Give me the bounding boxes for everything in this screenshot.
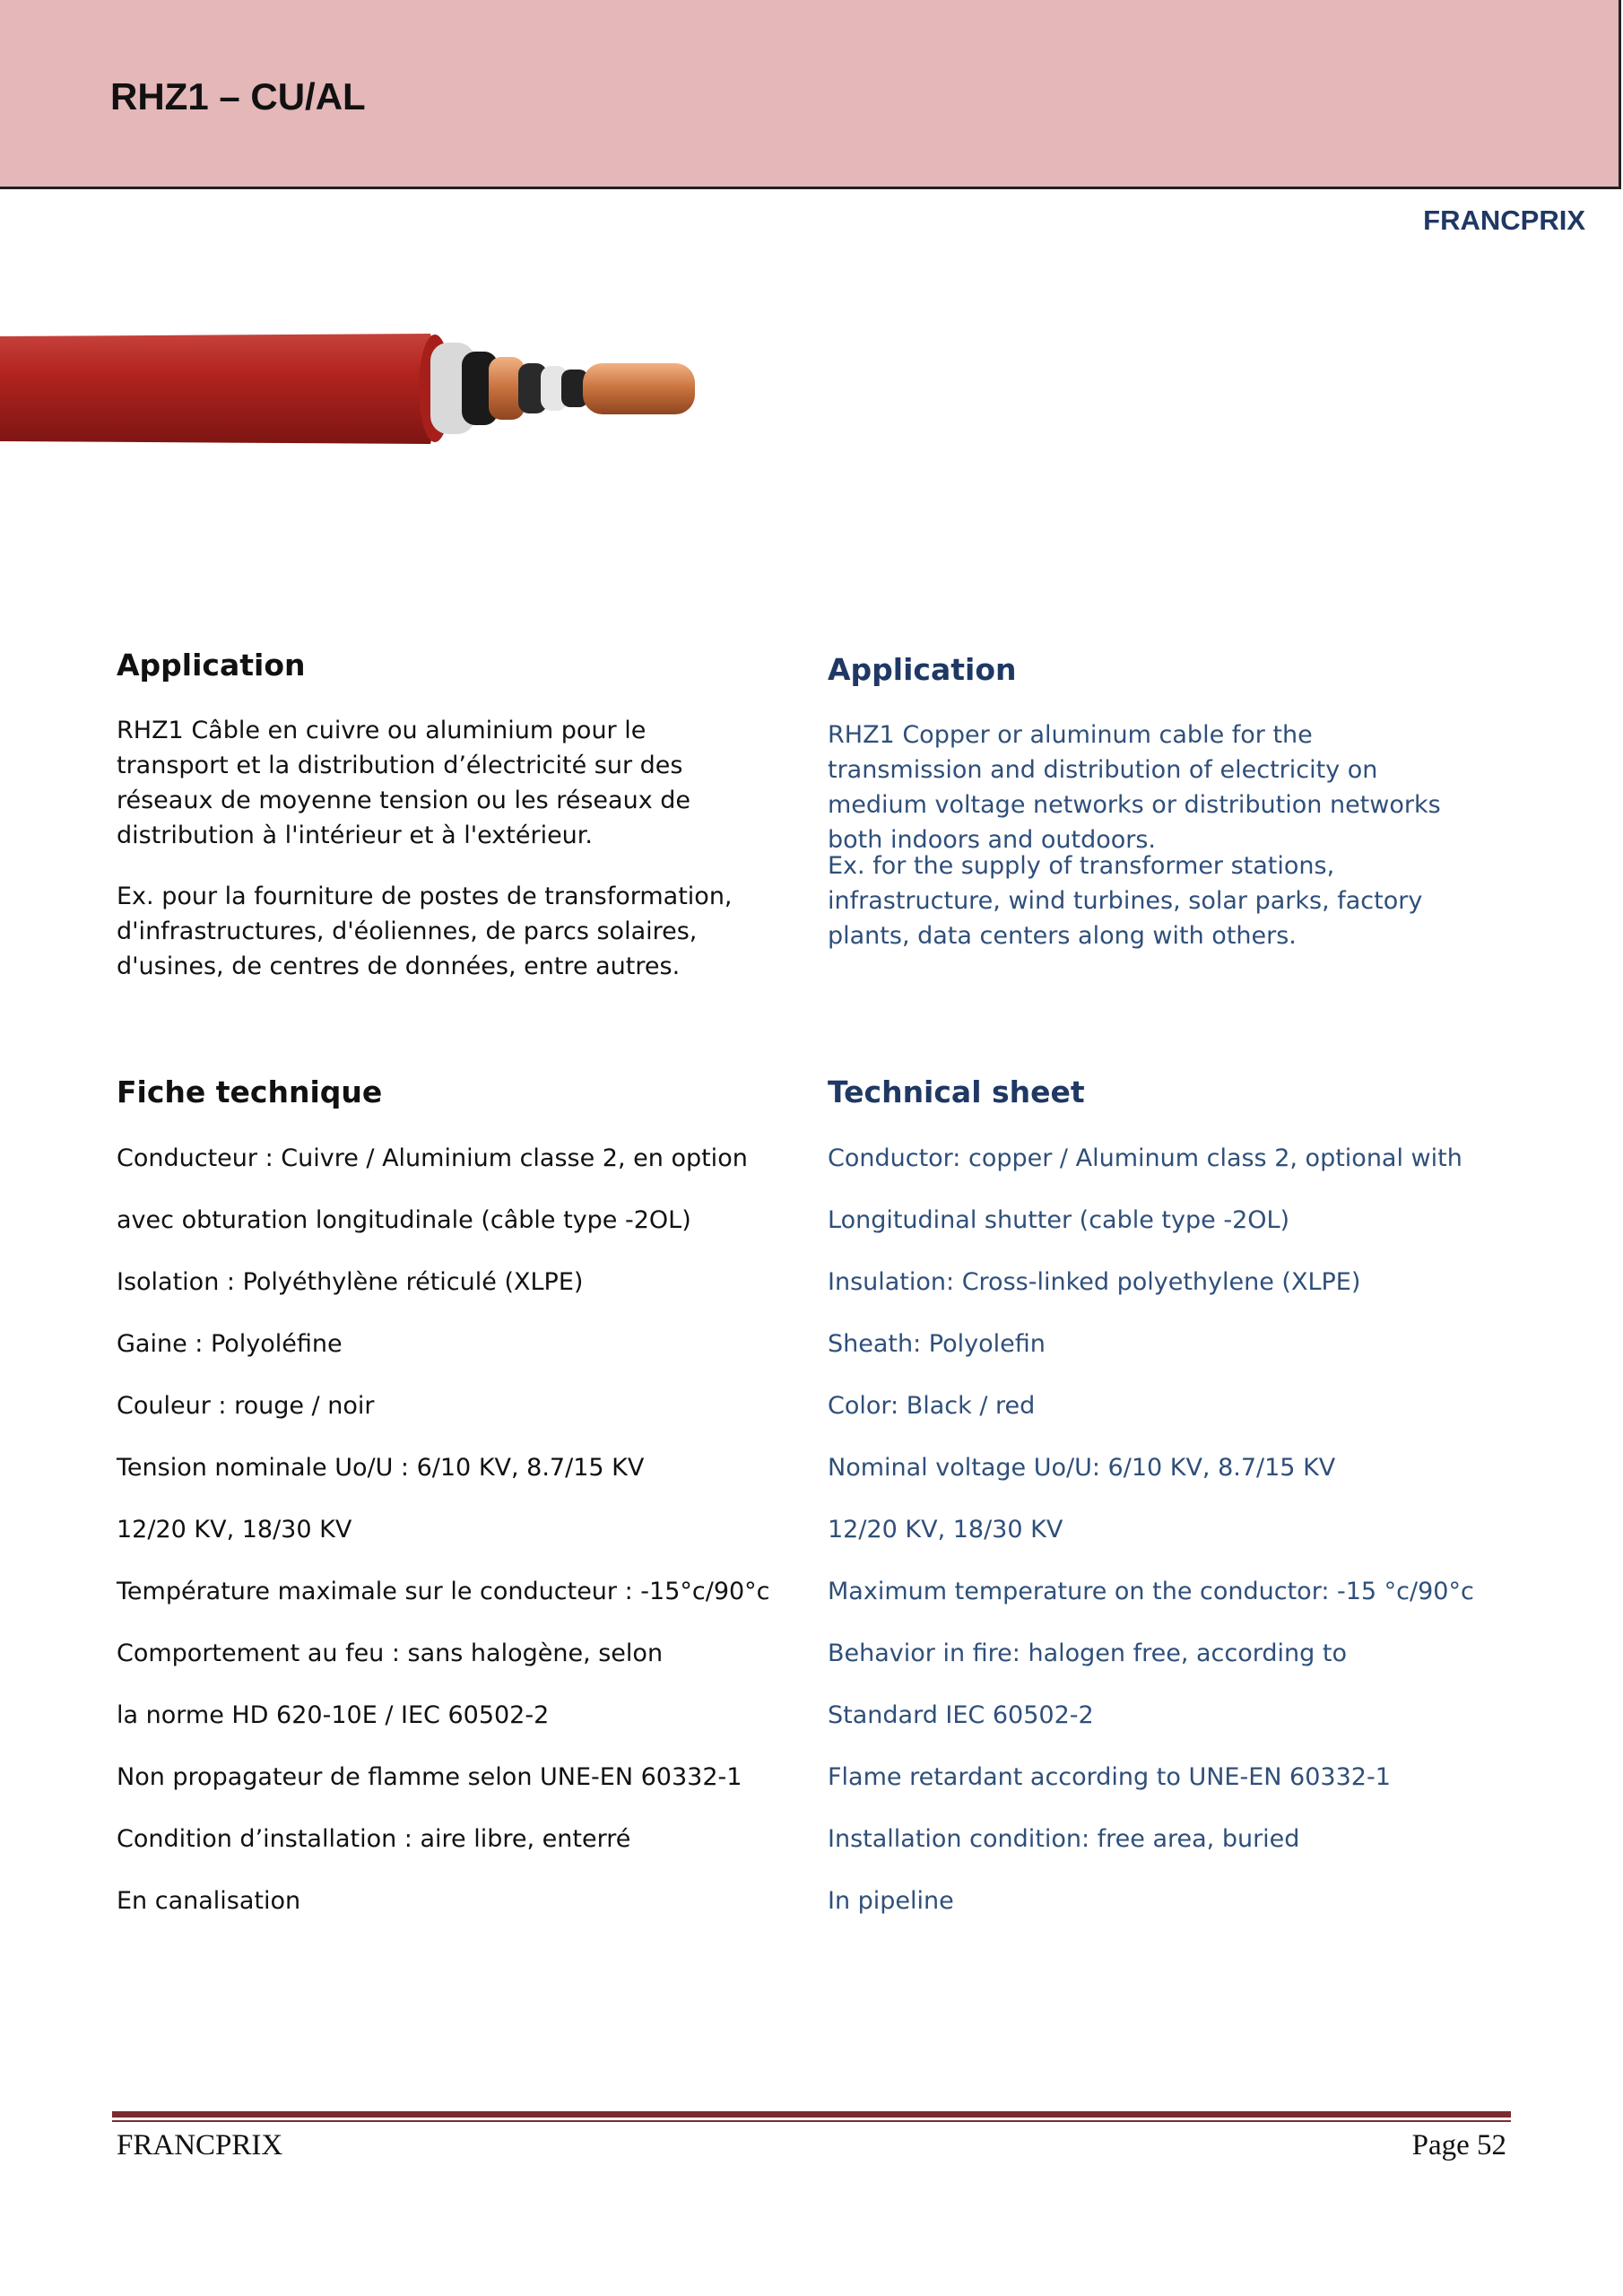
french-spec-item: Gaine : Polyoléfine [117,1330,343,1358]
english-spec-item: Sheath: Polyolefin [828,1330,1046,1358]
footer-brand: FRANCPRIX [117,2129,283,2161]
english-application-paragraph-2: Ex. for the supply of transformer stations, infrastructure, wind turbines, solar parks, factory plants, data centers along with others. [828,852,1423,950]
english-application-paragraph-1: RHZ1 Copper or aluminum cable for the transmission and distribution of electricity on medium voltage networks or distribution networks both indoors and outdoors. [828,721,1441,854]
english-spec-item: In pipeline [828,1887,954,1915]
english-spec-item: 12/20 KV, 18/30 KV [828,1516,1063,1544]
english-spec-item: Maximum temperature on the conductor: -15 °c/90°c [828,1578,1474,1605]
french-application-heading: Application [117,648,306,683]
english-application-heading: Application [828,652,1017,687]
french-spec-item: Isolation : Polyéthylène réticulé (XLPE) [117,1268,584,1296]
french-application-paragraph-2: Ex. pour la fourniture de postes de transformation, d'infrastructures, d'éoliennes, de parcs solaires, d'usines, de centres de données, entre autres. [117,883,733,980]
french-spec-item: la norme HD 620-10E / IEC 60502-2 [117,1701,550,1729]
page-number: Page 52 [1411,2129,1506,2161]
french-spec-item: Tension nominale Uo/U : 6/10 KV, 8.7/15 KV [117,1454,645,1482]
english-spec-item: Installation condition: free area, buried [828,1825,1300,1853]
english-spec-item: Flame retardant according to UNE-EN 60332-1 [828,1763,1391,1791]
english-spec-item: Conductor: copper / Aluminum class 2, optional with [828,1144,1462,1172]
french-spec-item: Comportement au feu : sans halogène, selon [117,1639,664,1667]
cable-cross-section-image [0,323,708,457]
french-spec-item: En canalisation [117,1887,301,1915]
page-title: RHZ1 – CU/AL [110,75,366,117]
english-spec-item: Behavior in fire: halogen free, according to [828,1639,1347,1667]
footer-rule [112,2111,1511,2118]
french-spec-item: 12/20 KV, 18/30 KV [117,1516,352,1544]
english-spec-item: Insulation: Cross-linked polyethylene (XLPE) [828,1268,1361,1296]
english-spec-item: Standard IEC 60502-2 [828,1701,1094,1729]
french-spec-item: Température maximale sur le conducteur : -15°c/90°c [117,1578,770,1605]
french-spec-item: Conducteur : Cuivre / Aluminium classe 2, en option [117,1144,748,1172]
page-header [0,0,1621,189]
french-spec-item: Couleur : rouge / noir [117,1392,375,1420]
english-spec-item: Nominal voltage Uo/U: 6/10 KV, 8.7/15 KV [828,1454,1336,1482]
french-spec-item: avec obturation longitudinale (câble type -2OL) [117,1206,691,1234]
brand-label: FRANCPRIX [1423,204,1585,236]
french-application-paragraph-1: RHZ1 Câble en cuivre ou aluminium pour le transport et la distribution d’électricité sur des réseaux de moyenne tension ou les réseaux de distribution à l'intérieur et à l'extérieur. [117,717,691,849]
english-spec-item: Longitudinal shutter (cable type -2OL) [828,1206,1290,1234]
french-tech-heading: Fiche technique [117,1074,383,1109]
english-spec-item: Color: Black / red [828,1392,1036,1420]
english-tech-heading: Technical sheet [828,1074,1085,1109]
french-spec-item: Condition d’installation : aire libre, enterré [117,1825,631,1853]
french-spec-item: Non propagateur de flamme selon UNE-EN 60332-1 [117,1763,742,1791]
footer-rule-thin [112,2120,1511,2122]
